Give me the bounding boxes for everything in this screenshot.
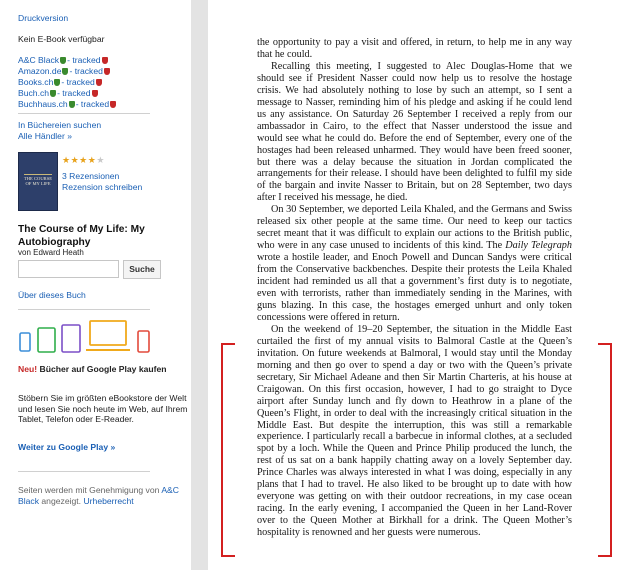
tracked-link[interactable]: - tracked bbox=[75, 99, 110, 109]
promo-description: Stöbern Sie im größten eBookstore der Welt und lesen Sie noch heute im Web, auf Ihrem Tablet, Telefon oder E-Reader. bbox=[18, 393, 188, 425]
store-link-books-ch[interactable]: Books.ch bbox=[18, 77, 54, 87]
star-filled-icon: ★ bbox=[79, 155, 88, 165]
all-dealers-link[interactable]: Alle Händler » bbox=[18, 131, 72, 141]
book-title: The Course of My Life: My Autobiography bbox=[18, 224, 145, 248]
highlight-bracket-left bbox=[221, 343, 235, 557]
book-text-run: the opportunity to pay a visit and offered, in return, to help me in any way that he could. bbox=[257, 37, 572, 60]
reviews-link[interactable]: 3 Rezensionen bbox=[62, 171, 120, 181]
devices-illustration bbox=[18, 319, 158, 355]
shield-red-icon bbox=[104, 68, 110, 75]
search-button[interactable]: Suche bbox=[123, 260, 161, 279]
shield-red-icon bbox=[92, 90, 98, 97]
book-author: von Edward Heath bbox=[18, 248, 84, 257]
permission-prefix: Seiten werden mit Genehmigung von bbox=[18, 485, 160, 495]
promo-headline bbox=[18, 364, 188, 375]
viewer-gutter bbox=[191, 0, 208, 570]
divider bbox=[18, 113, 150, 114]
write-review-link[interactable]: Rezension schreiben bbox=[62, 182, 143, 192]
book-text-run: On the weekend of 19–20 September, the situation in the Middle East curtailed the first of my annual visits to Balmoral Castle at the Queen’s invitation. On future weekends at Balmoral, I would stay until the Monday morning and then go over to spend a day or two with the Queen’s private secretary, Sir Michael Adeane and then Sir Martin Charteris, at his house at Craigowan. On this first occasion, however, I had to go straight to Dyce airport after Sunday lunch and fly down to Heathrow in a plane of the Queen’s Flight, in order to deal with the increasingly critical situation in the Middle East. But despite the interruption, this was still a remarkable experience. I particularly recall a barbecue in informal clothes, at a secluded spot by a loch. While the Queen and Prince Philip produced the lunch, the rest of us sat on a bank happily chatting away on a lovely September day. Prince Charles was always interested in what I was doing, especially in any plans that I had to travel. He also liked to be brought up to date with how everyone was getting on with their outdoor recreations, in my case ocean racing. In the early evening, I accompanied the Queen in her Land-Rover over to the Queen Mother at Birkhall for a drink. The Queen Mother’s hospitality is renowned and her guests were numerous. bbox=[257, 323, 572, 539]
google-play-link[interactable]: Weiter zu Google Play » bbox=[18, 442, 116, 452]
newspaper-title: Daily Telegraph bbox=[505, 240, 572, 252]
sidebar bbox=[0, 0, 191, 570]
permission-note bbox=[18, 485, 183, 506]
store-link-ac-black[interactable]: A&C Black bbox=[18, 55, 60, 65]
star-filled-icon: ★ bbox=[70, 155, 80, 165]
book-paragraph bbox=[257, 61, 572, 204]
permission-middle: angezeigt. bbox=[41, 495, 82, 506]
copyright-link[interactable]: Urheberrecht bbox=[83, 495, 134, 506]
book-paragraph bbox=[257, 37, 572, 61]
shield-red-icon bbox=[96, 79, 102, 86]
divider bbox=[18, 471, 150, 472]
book-text-run: wrote a hostile leader, and Enoch Powell and Duncan Sandys were critical from the Conservative backbenches. Despite their protests the Leila Khaled incident had reminded us all that a government’s first duty is to negotiate, even with terrorists, rather than immediately sending in the Marines, with guns blazing. In this case, the hostages emerged unhurt and only token concessions were offered in return. bbox=[257, 252, 572, 323]
store-item[interactable] bbox=[18, 77, 103, 87]
shield-green-icon bbox=[69, 101, 75, 108]
tracked-link[interactable]: - tracked bbox=[61, 77, 95, 87]
promo-new-label: Neu! bbox=[18, 364, 38, 374]
device-ereader-icon bbox=[62, 325, 80, 352]
tracked-link[interactable]: - tracked bbox=[69, 66, 103, 76]
store-item[interactable] bbox=[18, 66, 111, 76]
store-link-buchhaus-ch[interactable]: Buchhaus.ch bbox=[18, 99, 68, 109]
print-version-link[interactable]: Druckversion bbox=[18, 13, 69, 23]
book-page bbox=[208, 0, 631, 570]
cover-title bbox=[19, 176, 57, 186]
shield-green-icon bbox=[50, 90, 56, 97]
library-search-link[interactable]: In Büchereien suchen bbox=[18, 120, 102, 130]
shield-green-icon bbox=[60, 57, 66, 64]
device-tablet-icon bbox=[38, 328, 55, 352]
store-link-amazon[interactable]: Amazon.de bbox=[18, 66, 62, 76]
star-filled-icon: ★ bbox=[87, 155, 97, 165]
device-phone-icon bbox=[20, 333, 30, 351]
star-filled-icon: ★ bbox=[62, 155, 71, 165]
shield-red-icon bbox=[110, 101, 116, 108]
tracked-link[interactable]: - tracked bbox=[67, 55, 101, 65]
book-cover-thumbnail[interactable] bbox=[18, 152, 58, 211]
book-text-run: Recalling this meeting, I suggested to Alec Douglas-Home that we should see if President Nasser could now help us to resolve the hostage crisis. We had absolutely nothing to lose by such an attempt, so I sent a message to Nasser, reminding him of his pledge and asking if he could lend us any assistance. On Saturday 26 September I received a reply from our ambassador in Cairo, to the effect that Nasser understood the issue and would see what he could do. Before the end of September, every one of the hostages had been released unharmed. They would have been freed sooner, but there was a delay because the situation in Jordan complicated the arrangements for their release. I should have been delighted to fulfil my side of the bargain and invite Nasser to Britain, but on 28 September, two days after I received his message, he died. bbox=[257, 60, 572, 204]
cover-title-line: THE COURSE bbox=[23, 176, 53, 181]
search-in-book-input[interactable] bbox=[18, 260, 119, 278]
rating-stars bbox=[62, 155, 105, 166]
tracked-link[interactable]: - tracked bbox=[57, 88, 91, 98]
star-empty-icon: ★ bbox=[96, 155, 105, 165]
shield-red-icon bbox=[102, 57, 108, 64]
no-ebook-text: Kein E-Book verfügbar bbox=[18, 34, 105, 44]
highlight-bracket-right bbox=[598, 343, 612, 557]
book-text-run: On 30 September, we deported Leila Khaled, and the Germans and Swiss released six other people at the same time. Our need to keep our tactics secret meant that it was difficult to explain our actions to the British public, who were in any case unused to incidents of this kind. The bbox=[257, 204, 572, 252]
book-paragraph-highlighted bbox=[257, 324, 572, 539]
device-laptop-icon bbox=[90, 321, 126, 345]
divider bbox=[18, 309, 150, 310]
cover-rule bbox=[24, 174, 52, 175]
device-mobile-icon bbox=[138, 331, 149, 352]
store-item[interactable] bbox=[18, 88, 99, 98]
store-link-buch-ch[interactable]: Buch.ch bbox=[18, 88, 50, 98]
cover-title-line: OF MY LIFE bbox=[25, 181, 51, 186]
store-item[interactable] bbox=[18, 55, 109, 65]
publisher-link[interactable]: A&C Black bbox=[18, 485, 179, 506]
about-book-link[interactable]: Über dieses Buch bbox=[18, 290, 86, 300]
shield-green-icon bbox=[62, 68, 68, 75]
store-item[interactable] bbox=[18, 99, 117, 109]
shield-green-icon bbox=[54, 79, 60, 86]
book-text bbox=[257, 37, 572, 539]
promo-headline-text: Bücher auf Google Play kaufen bbox=[39, 364, 167, 374]
book-paragraph bbox=[257, 204, 572, 324]
